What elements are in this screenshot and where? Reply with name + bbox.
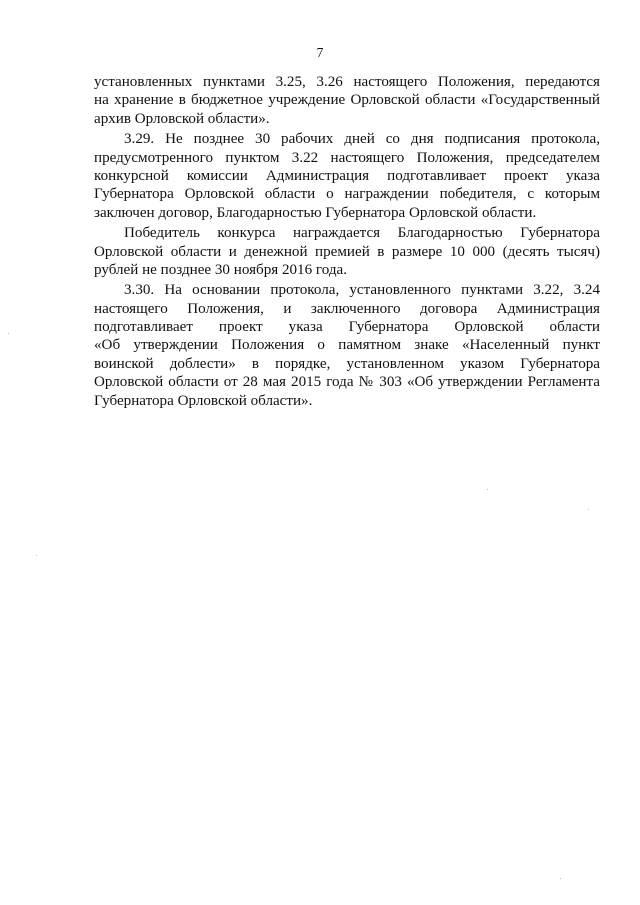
- paragraph-archive-transfer: [94, 73, 600, 128]
- text-line: установленных пунктами 3.25, 3.26 настоящего Положения, передаются: [94, 74, 600, 90]
- text-line: Губернатора Орловской области о награждении победителя, с которым: [94, 186, 600, 203]
- paragraph-clause-3-29: [94, 130, 600, 222]
- text-line: предусмотренного пунктом 3.22 настоящего Положения, председателем: [94, 149, 600, 166]
- scan-speck: [36, 555, 37, 556]
- text-line: подготавливает проект указа Губернатора Орловской области: [94, 319, 600, 336]
- text-line: настоящего Положения, и заключенного договора Администрация: [94, 300, 600, 317]
- text-line: воинской доблести» в порядке, установленном указом Губернатора: [94, 355, 600, 372]
- text-line: архив Орловской области».: [94, 110, 270, 127]
- scan-speck: [588, 509, 589, 510]
- text-line: Орловской области от 28 мая 2015 года № 303 «Об утверждении Регламента: [94, 374, 600, 391]
- text-line: «Об утверждении Положения о памятном знаке «Населенный пункт: [94, 337, 600, 354]
- text-line: на хранение в бюджетное учреждение Орловской области «Государственный: [94, 92, 600, 109]
- text-line: заключен договор, Благодарностью Губернатора Орловской области.: [94, 204, 537, 221]
- text-line: 3.29. Не позднее 30 рабочих дней со дня подписания протокола,: [124, 131, 600, 148]
- document-body: [94, 73, 600, 410]
- text-line: Губернатора Орловской области».: [94, 392, 313, 409]
- page-number: 7: [316, 45, 324, 60]
- text-line: Орловской области и денежной премией в размере 10 000 (десять тысяч): [94, 243, 600, 260]
- text-line: Победитель конкурса награждается Благодарностью Губернатора: [124, 225, 600, 242]
- paragraph-clause-3-30: [94, 281, 600, 410]
- scan-speck: [8, 333, 9, 334]
- text-line: рублей не позднее 30 ноября 2016 года.: [94, 261, 348, 278]
- scan-speck: [487, 489, 488, 490]
- text-line: конкурсной комиссии Администрация подготавливает проект указа: [94, 167, 600, 184]
- scan-speck: [560, 878, 561, 879]
- text-line: 3.30. На основании протокола, установленного пунктами 3.22, 3.24: [124, 282, 600, 299]
- paragraph-winner-award: [94, 224, 600, 279]
